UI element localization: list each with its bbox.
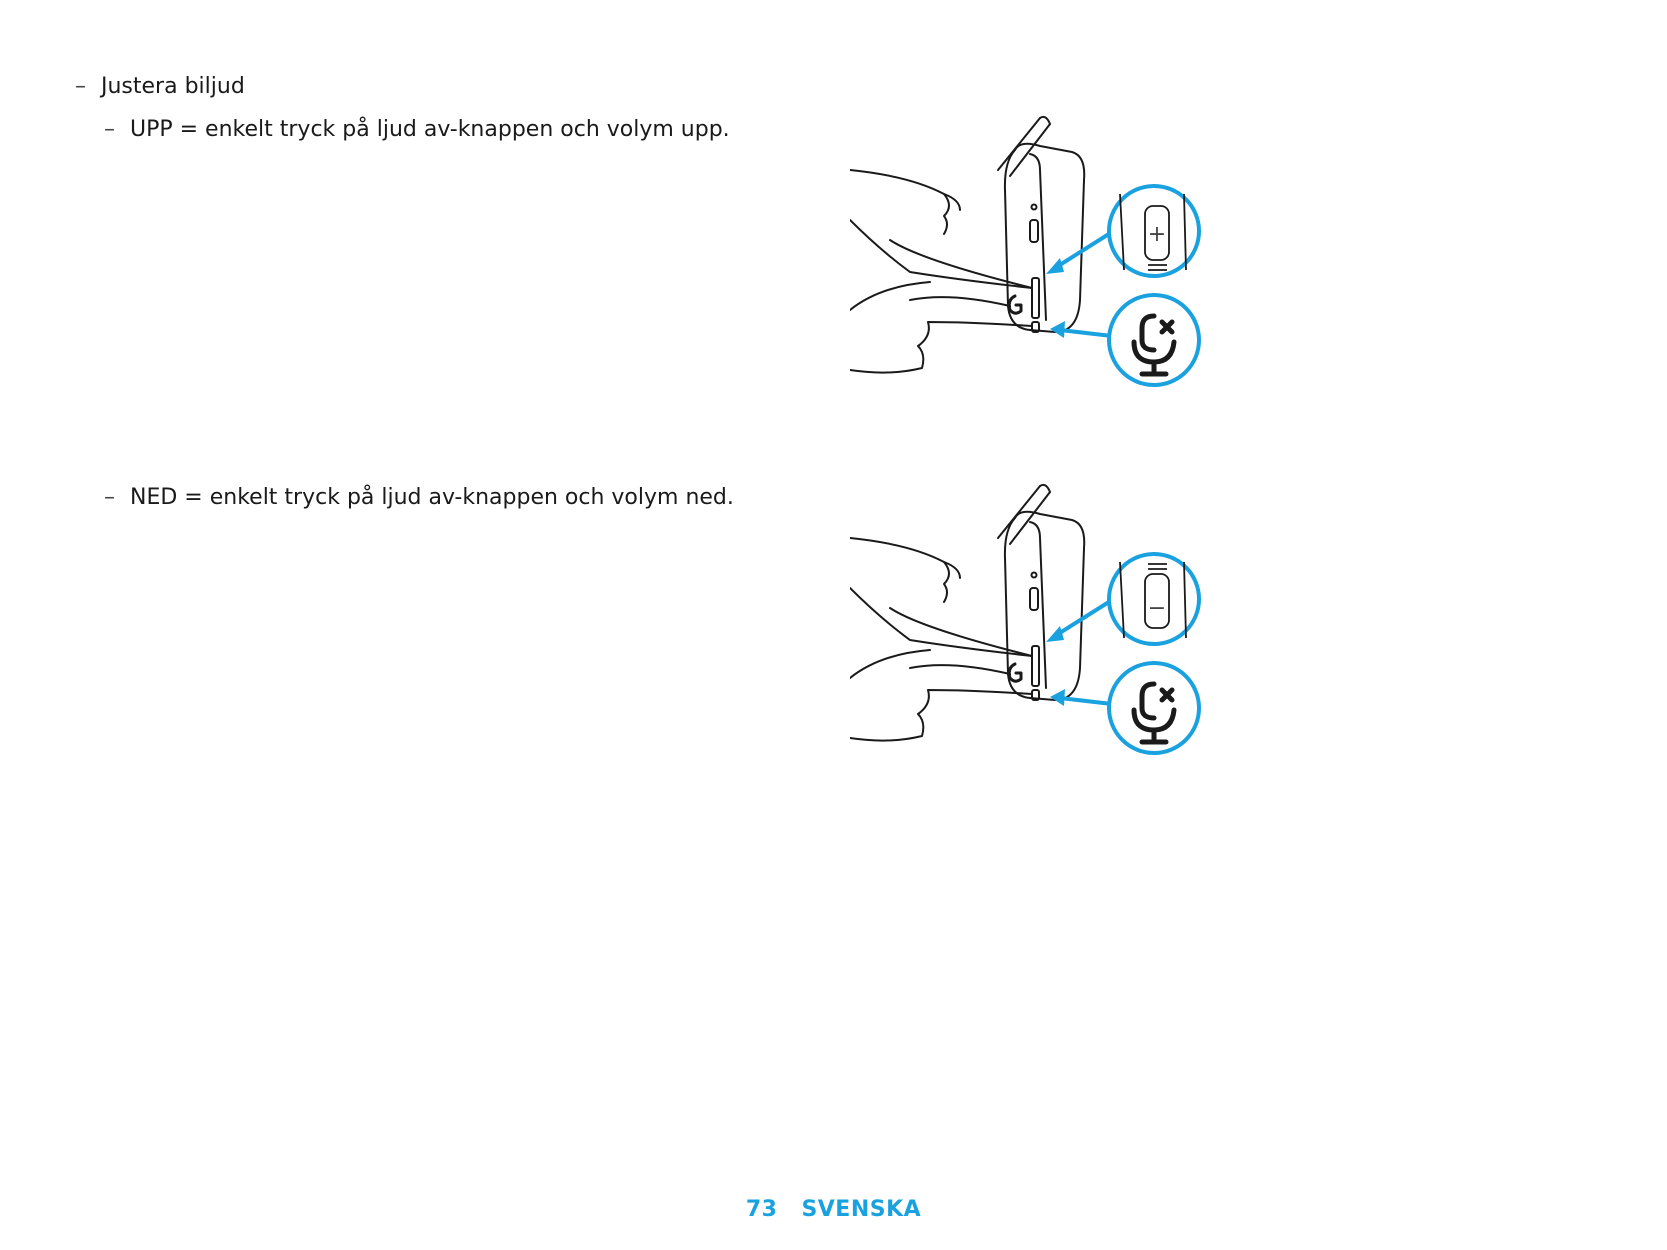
zoom-circle-volume — [1109, 186, 1199, 276]
headset-volume-down-illustration — [850, 478, 1230, 768]
bullet-dash: – — [104, 117, 115, 142]
arrow-to-volume — [1055, 600, 1112, 636]
zoom-circle-volume — [1109, 554, 1199, 644]
power-switch — [1030, 588, 1038, 610]
bullet-text: NED = enkelt tryck på ljud av-knappen och volym ned. — [130, 485, 734, 510]
volume-rocker — [1032, 278, 1039, 318]
headset-volume-up-illustration — [850, 110, 1230, 400]
g-logo-icon — [1009, 664, 1021, 681]
hand-lower — [850, 650, 1032, 741]
page-footer — [0, 1197, 1667, 1222]
bullet-text: Justera biljud — [101, 74, 245, 99]
bullet-dash: – — [75, 74, 86, 99]
bullet-text: UPP = enkelt tryck på ljud av-knappen och volym upp. — [130, 117, 730, 142]
page-number: 73 — [745, 1197, 778, 1222]
power-switch — [1030, 220, 1038, 242]
volume-rocker — [1032, 646, 1039, 686]
bullet-volume-down — [104, 484, 734, 512]
bullet-volume-up — [104, 116, 730, 144]
bullet-adjust-sidetone — [75, 73, 245, 101]
arrow-to-volume — [1055, 232, 1112, 268]
arrow-to-mute — [1060, 330, 1112, 336]
arrow-to-mute — [1060, 698, 1112, 704]
g-logo-icon — [1009, 296, 1021, 313]
zoom-circle-mute — [1109, 295, 1199, 385]
volume-symbol: + — [1147, 222, 1167, 247]
zoom-circle-mute — [1109, 663, 1199, 753]
footer-language: SVENSKA — [801, 1197, 922, 1222]
volume-symbol: − — [1147, 596, 1167, 621]
bullet-dash: – — [104, 485, 115, 510]
hand-lower — [850, 282, 1032, 373]
